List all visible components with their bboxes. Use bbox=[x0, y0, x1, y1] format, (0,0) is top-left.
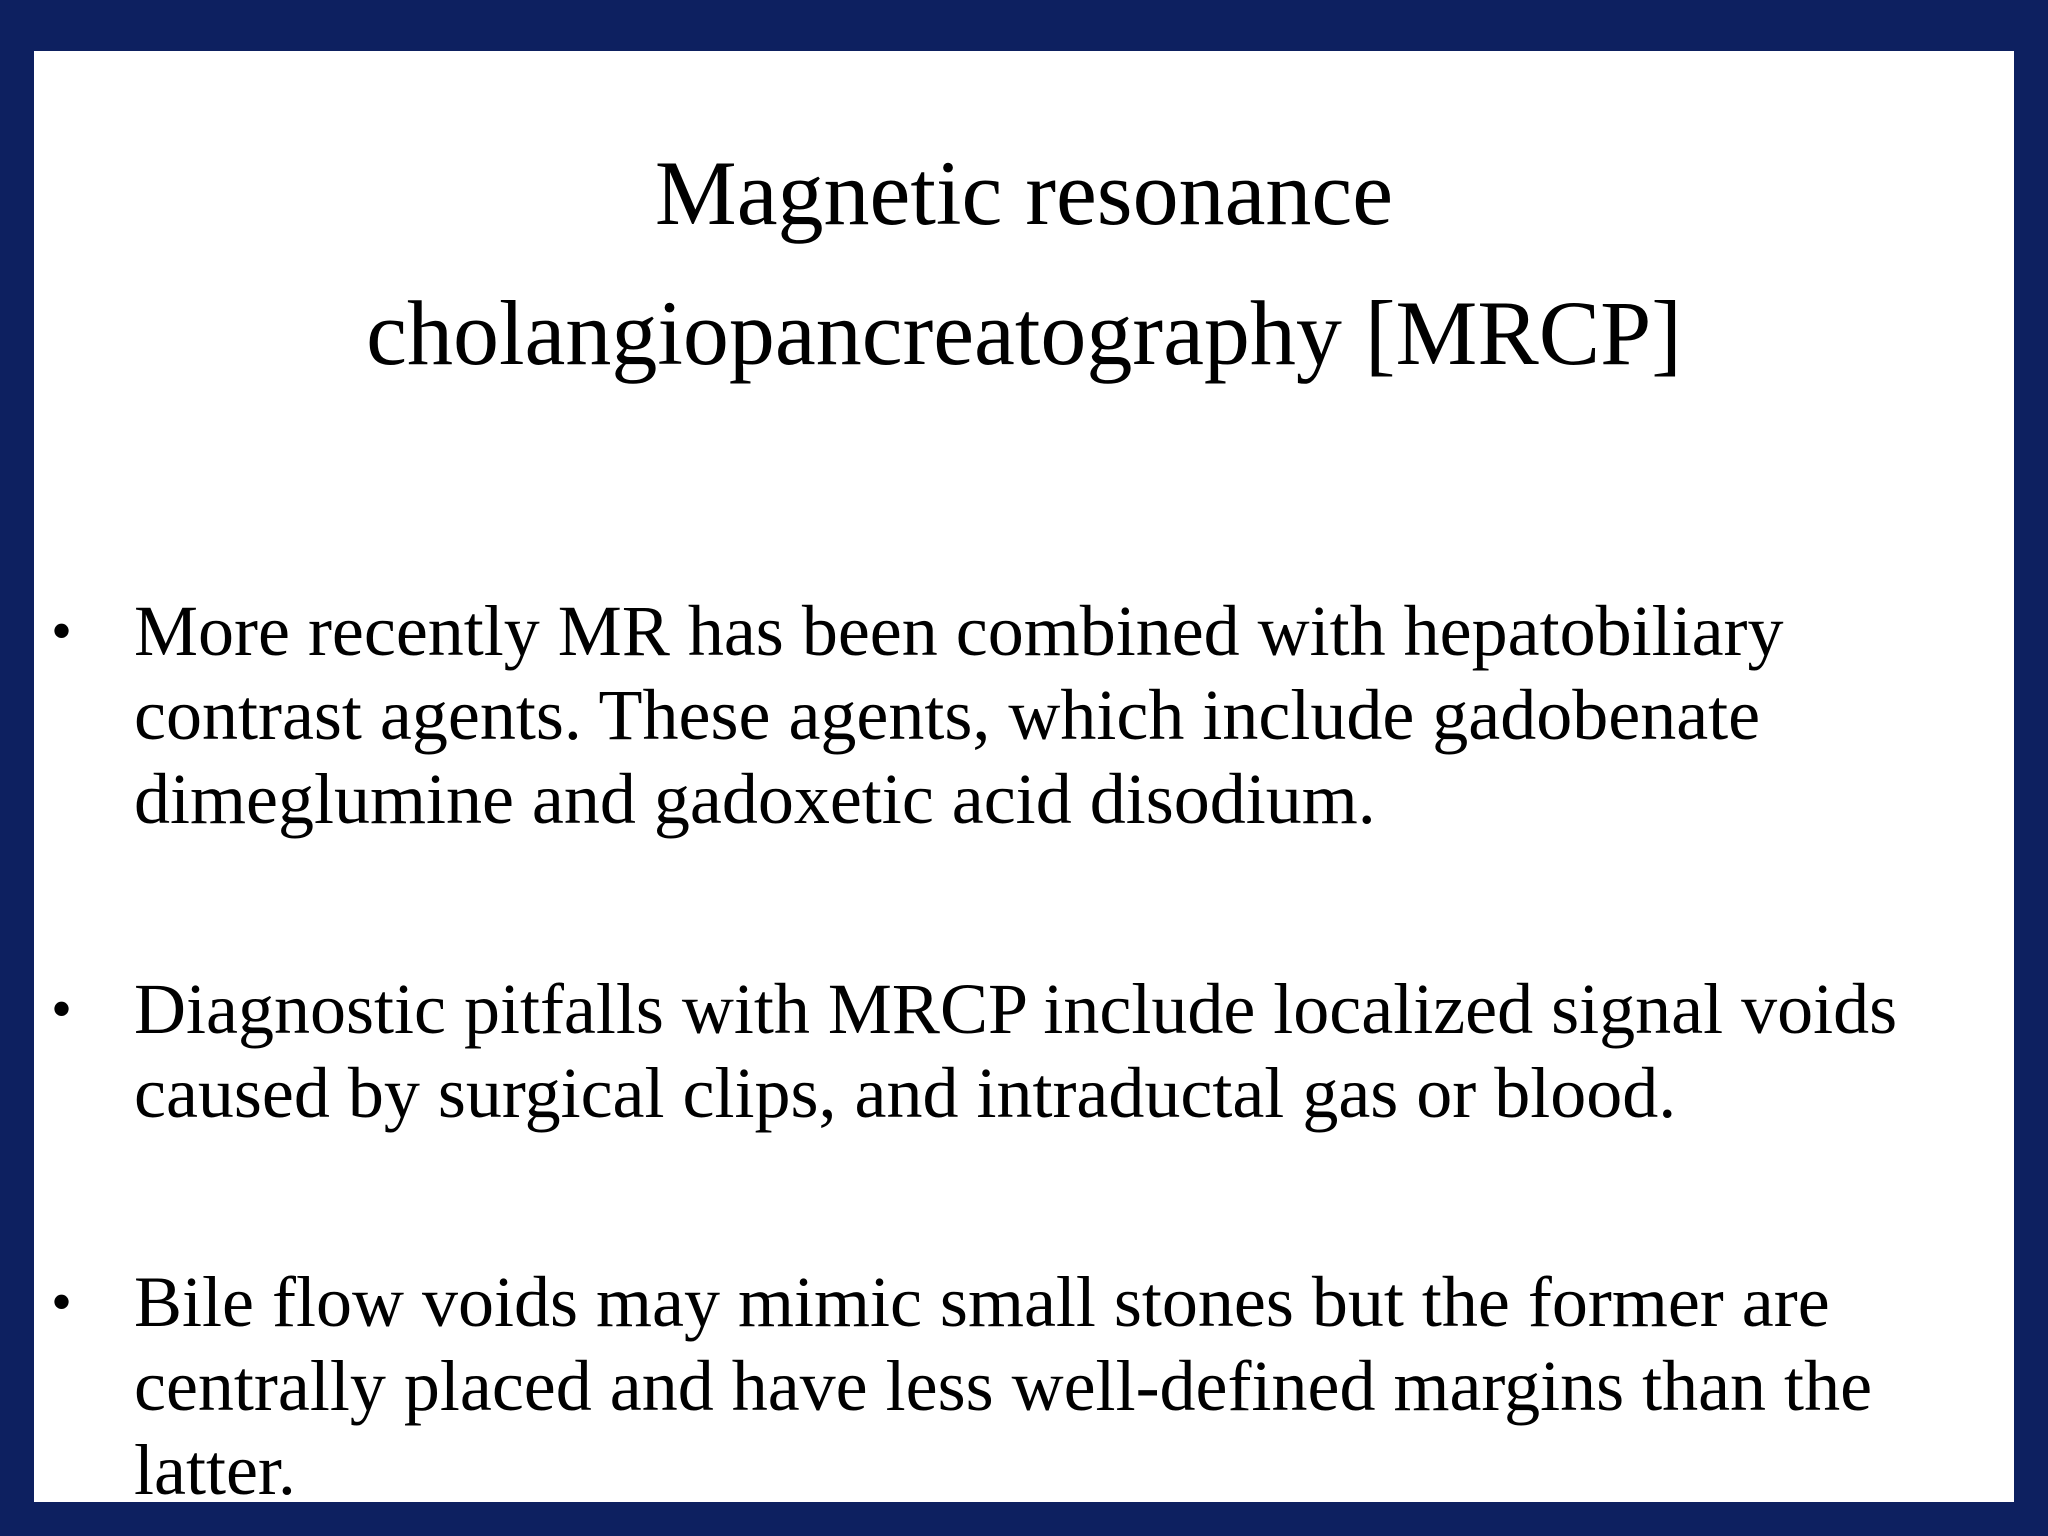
bullet-line: More recently MR has been combined with hepatobiliary bbox=[134, 591, 1784, 671]
slide-title-line: cholangiopancreatography [MRCP] bbox=[366, 282, 1682, 384]
slide-panel bbox=[34, 51, 2014, 1510]
bullet-marker: • bbox=[51, 976, 73, 1042]
slide-title bbox=[34, 123, 2014, 403]
bullet-text bbox=[134, 967, 2014, 1135]
bullet-line: contrast agents. These agents, which include gadobenate bbox=[134, 675, 1761, 755]
slide-title-line: Magnetic resonance bbox=[654, 142, 1394, 244]
bullet-line: caused by surgical clips, and intraductal gas or blood. bbox=[134, 1053, 1677, 1133]
bullet-marker: • bbox=[51, 598, 73, 664]
bullet-marker: • bbox=[51, 1269, 73, 1335]
bullet-line: Bile flow voids may mimic small stones but the former are bbox=[134, 1262, 1830, 1342]
bullet-line: centrally placed and have less well-defined margins than the bbox=[134, 1346, 1873, 1426]
bullet-text bbox=[134, 1260, 2014, 1512]
bullet-line: Diagnostic pitfalls with MRCP include localized signal voids bbox=[134, 969, 1898, 1049]
bullet-text bbox=[134, 589, 2014, 841]
bullet-line: dimeglumine and gadoxetic acid disodium. bbox=[134, 759, 1376, 839]
bullet-line: latter. bbox=[134, 1430, 296, 1510]
